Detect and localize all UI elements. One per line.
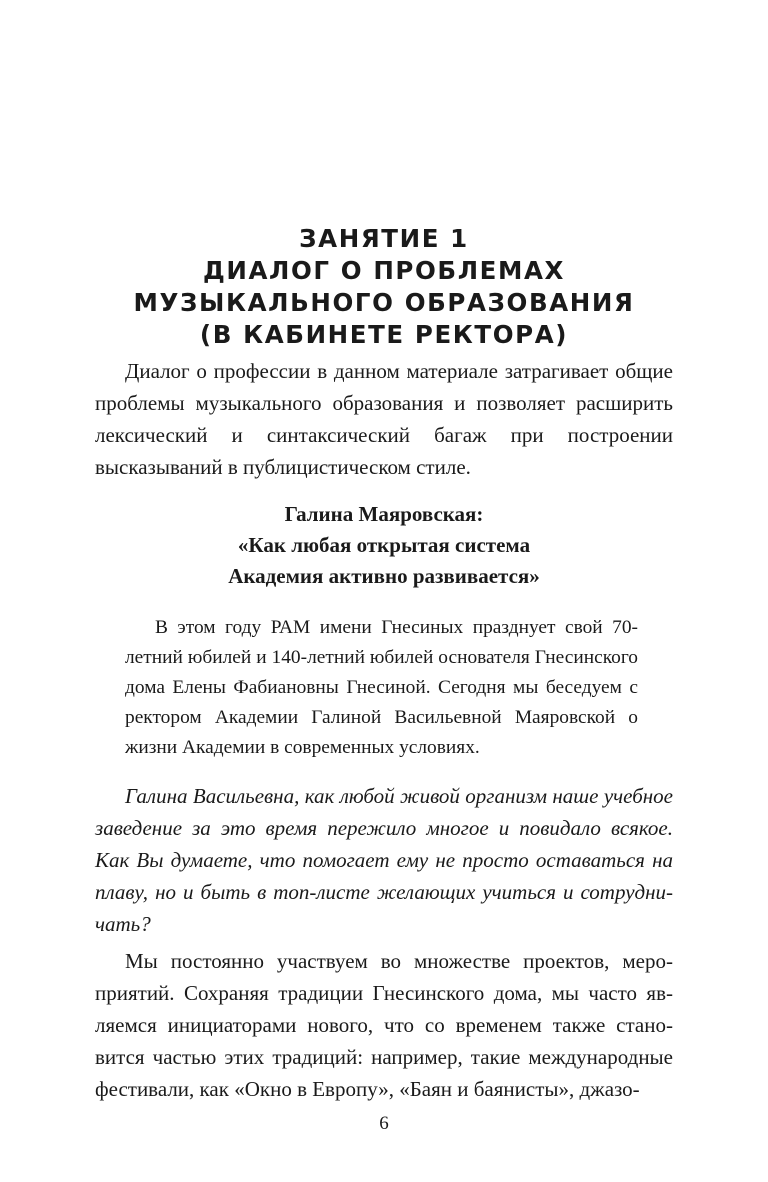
chapter-heading-line-2: ДИАЛОГ О ПРОБЛЕМАХ — [202, 256, 566, 285]
chapter-heading — [0, 223, 768, 351]
interview-title-line-2: «Как любая открытая система — [237, 533, 531, 557]
intro-paragraph: Диалог о профессии в данном материале затрагивает общие проблемы музыкального образования и позволяет расширить лексический и синтаксический багаж при построении высказываний в публицистическом стиле. — [95, 359, 673, 479]
chapter-heading-line-3: МУЗЫКАЛЬНОГО ОБРАЗОВАНИЯ — [133, 288, 635, 317]
chapter-heading-line-1: ЗАНЯТИЕ 1 — [299, 224, 469, 253]
interview-question: Галина Васильевна, как любой живой организм наше учебное заведение за это время пережило многое и повидало всякое. Как Вы думаете, что помогает ему не просто оставаться на плаву, но и быть в топ-листе желающих учиться и сотрудничать? — [95, 784, 673, 936]
interview-title — [0, 499, 768, 592]
interview-title-line-3: Академия активно развивается» — [228, 564, 540, 588]
page-number: 6 — [379, 1113, 389, 1134]
lead-paragraph: В этом году РАМ имени Гнесиных празднует свой 70-летний юбилей и 140-летний юбилей основателя Гнесинского дома Елены Фабиановны Гнесиной. Сегодня мы беседуем с ректором Академии Галиной Васильевной Маяровской о жизни Академии в современных условиях. — [125, 617, 638, 758]
interview-title-line-1: Галина Маяровская: — [284, 502, 484, 526]
chapter-heading-line-4: (В КАБИНЕТЕ РЕКТОРА) — [199, 320, 569, 349]
interview-answer: Мы постоянно участвуем во множестве проектов, мероприятий. Сохраняя традиции Гнесинского дома, мы часто являемся инициаторами нового, что со временем также становится частью этих традиций: например, такие международные фестивали, как «Окно в Европу», «Баян и баянисты», джазо- — [95, 949, 673, 1101]
